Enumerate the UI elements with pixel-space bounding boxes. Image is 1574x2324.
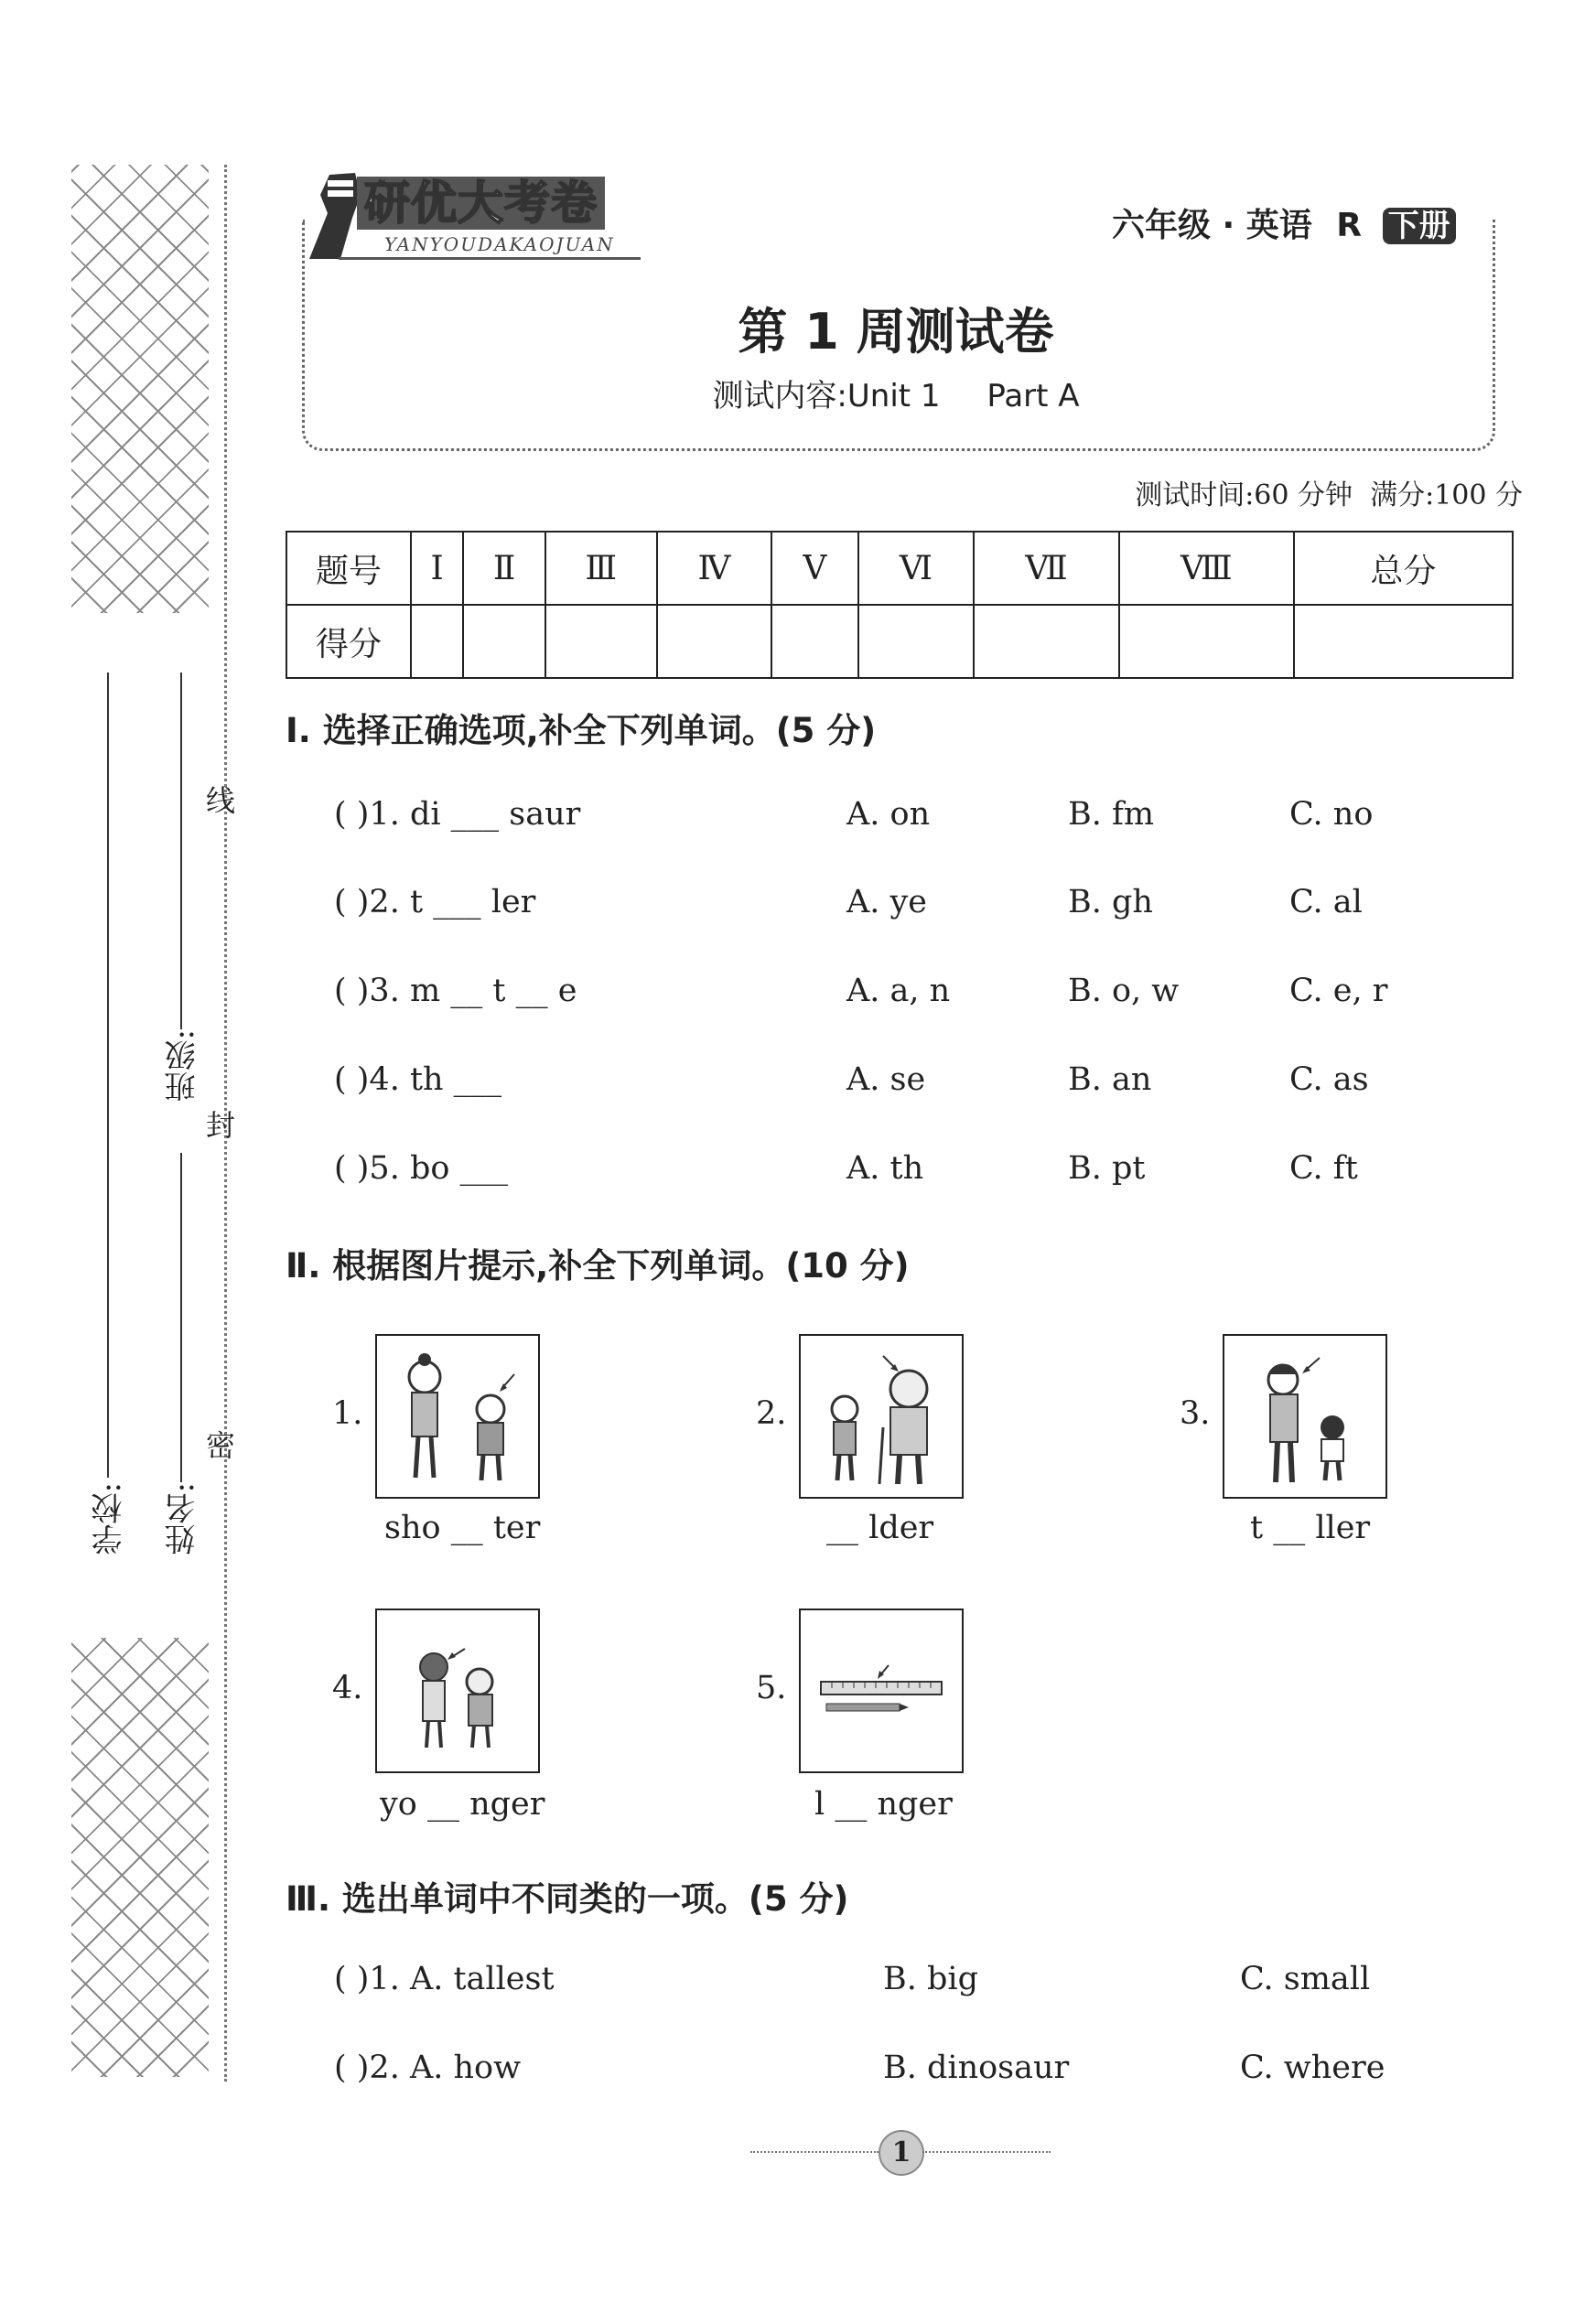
s3-q2-c: C. where	[1240, 2050, 1385, 2086]
s3-q2-b: B. dinosaur	[883, 2050, 1070, 2086]
edition-label: R	[1336, 207, 1363, 244]
s1-q1-b: B. fm	[1068, 796, 1155, 833]
content-label: 测试内容:Unit 1	[712, 378, 941, 414]
s1-q1-c: C. no	[1289, 796, 1374, 833]
sidebar-pattern-bottom	[71, 1638, 209, 2077]
school-underline	[107, 672, 109, 1478]
pic2-number: 2.	[756, 1395, 787, 1432]
tall-boy-icon	[1224, 1336, 1385, 1497]
logo-pinyin: YANYOUDAKAOJUAN	[384, 233, 615, 255]
section3-title: Ⅲ. 选出单词中不同类的一项。(5 分)	[286, 1879, 849, 1919]
score-cell[interactable]	[1119, 605, 1294, 678]
score-cell[interactable]	[463, 605, 545, 678]
pic1-number: 1.	[332, 1395, 363, 1432]
s1-q3-text: ( )3. m __ t __ e	[334, 973, 577, 1009]
s1-q2-c: C. al	[1289, 884, 1363, 920]
score-cell[interactable]	[411, 605, 463, 678]
s1-q5-a: A. th	[846, 1150, 924, 1187]
pic3-frame	[1223, 1334, 1387, 1499]
score-table-header-row	[286, 532, 1513, 605]
sidebar-pattern-top	[71, 165, 209, 613]
seal-char-seal: 封	[206, 1108, 236, 1143]
footer-dots-left	[750, 2151, 879, 2153]
s3-q1-c: C. small	[1240, 1961, 1371, 1997]
test-content	[302, 371, 1490, 415]
seal-char-secret: 密	[206, 1428, 236, 1463]
pic3-word: t __ ller	[1250, 1510, 1371, 1546]
score-col-8: Ⅷ	[1119, 532, 1294, 605]
school-label: 学校:	[92, 1482, 128, 1555]
section2-title: Ⅱ. 根据图片提示,补全下列单词。(10 分)	[286, 1246, 910, 1286]
time-info: 测试时间:60 分钟 满分:100 分	[1135, 479, 1523, 511]
s3-q1-text: ( )1. A. tallest	[334, 1961, 555, 1997]
pic1-word: sho __ ter	[384, 1510, 541, 1546]
footer-dots-right	[922, 2151, 1051, 2153]
ruler-icon	[801, 1610, 962, 1771]
logo-underline	[339, 257, 641, 260]
score-cell[interactable]	[1294, 605, 1513, 678]
score-col-2: Ⅱ	[463, 532, 545, 605]
pic2-word: __ lder	[826, 1510, 934, 1546]
score-col-7: Ⅶ	[974, 532, 1119, 605]
grade-label	[1112, 199, 1456, 246]
s1-q4-b: B. an	[1068, 1061, 1152, 1098]
score-table	[286, 531, 1514, 679]
page-number: 1	[879, 2130, 924, 2176]
class-underline	[180, 672, 182, 1029]
score-table-score-row	[286, 605, 1513, 678]
score-cell[interactable]	[771, 605, 857, 678]
pic5-number: 5.	[756, 1670, 787, 1706]
score-header-label: 题号	[286, 532, 411, 605]
class-label: 班级:	[165, 1029, 201, 1103]
young-woman-icon	[377, 1610, 538, 1771]
pic2-frame	[799, 1334, 964, 1499]
score-col-4: Ⅳ	[657, 532, 772, 605]
content-part: Part A	[986, 378, 1080, 414]
score-col-3: Ⅲ	[545, 532, 657, 605]
s1-q4-c: C. as	[1289, 1061, 1369, 1098]
score-row-label: 得分	[286, 605, 411, 678]
pic4-word: yo __ nger	[380, 1786, 545, 1823]
logo-text: 研优大考卷	[357, 177, 605, 230]
s1-q2-a: A. ye	[846, 884, 928, 920]
score-col-1: Ⅰ	[411, 532, 463, 605]
s1-q5-c: C. ft	[1289, 1150, 1358, 1187]
s1-q5-b: B. pt	[1068, 1150, 1146, 1187]
s1-q1-text: ( )1. di ___ saur	[334, 796, 581, 833]
s1-q1-a: A. on	[846, 796, 931, 833]
s1-q4-a: A. se	[846, 1061, 926, 1098]
volume-badge: 下册	[1383, 208, 1456, 244]
s1-q3-a: A. a, n	[846, 973, 951, 1009]
s1-q2-b: B. gh	[1068, 884, 1153, 920]
score-cell[interactable]	[545, 605, 657, 678]
s1-q5-text: ( )5. bo ___	[334, 1150, 509, 1187]
name-underline	[180, 1153, 182, 1482]
score-cell[interactable]	[974, 605, 1119, 678]
s1-q2-text: ( )2. t ___ ler	[334, 884, 536, 920]
pic1-frame	[375, 1334, 540, 1499]
pic4-number: 4.	[332, 1670, 363, 1706]
score-cell[interactable]	[657, 605, 772, 678]
s1-q3-c: C. e, r	[1289, 973, 1388, 1009]
s3-q2-text: ( )2. A. how	[334, 2050, 522, 2086]
grade-subject: 六年级 · 英语	[1112, 207, 1312, 244]
seal-char-line: 线	[206, 783, 236, 818]
name-label: 姓名:	[165, 1482, 201, 1555]
pic3-number: 3.	[1180, 1395, 1211, 1432]
short-girl-icon	[377, 1336, 538, 1497]
score-col-6: Ⅵ	[858, 532, 974, 605]
logo	[302, 167, 641, 264]
s1-q4-text: ( )4. th ___	[334, 1061, 502, 1098]
s1-q3-b: B. o, w	[1068, 973, 1180, 1009]
score-col-total: 总分	[1294, 532, 1513, 605]
pic5-word: l __ nger	[814, 1786, 953, 1823]
s3-q1-b: B. big	[883, 1961, 978, 1997]
score-cell[interactable]	[858, 605, 974, 678]
pic4-frame	[375, 1609, 540, 1773]
pic5-frame	[799, 1609, 964, 1773]
score-col-5: Ⅴ	[771, 532, 857, 605]
section1-title: Ⅰ. 选择正确选项,补全下列单词。(5 分)	[286, 711, 877, 750]
page-title: 第 1 周测试卷	[738, 303, 1054, 360]
old-man-icon	[801, 1336, 962, 1497]
